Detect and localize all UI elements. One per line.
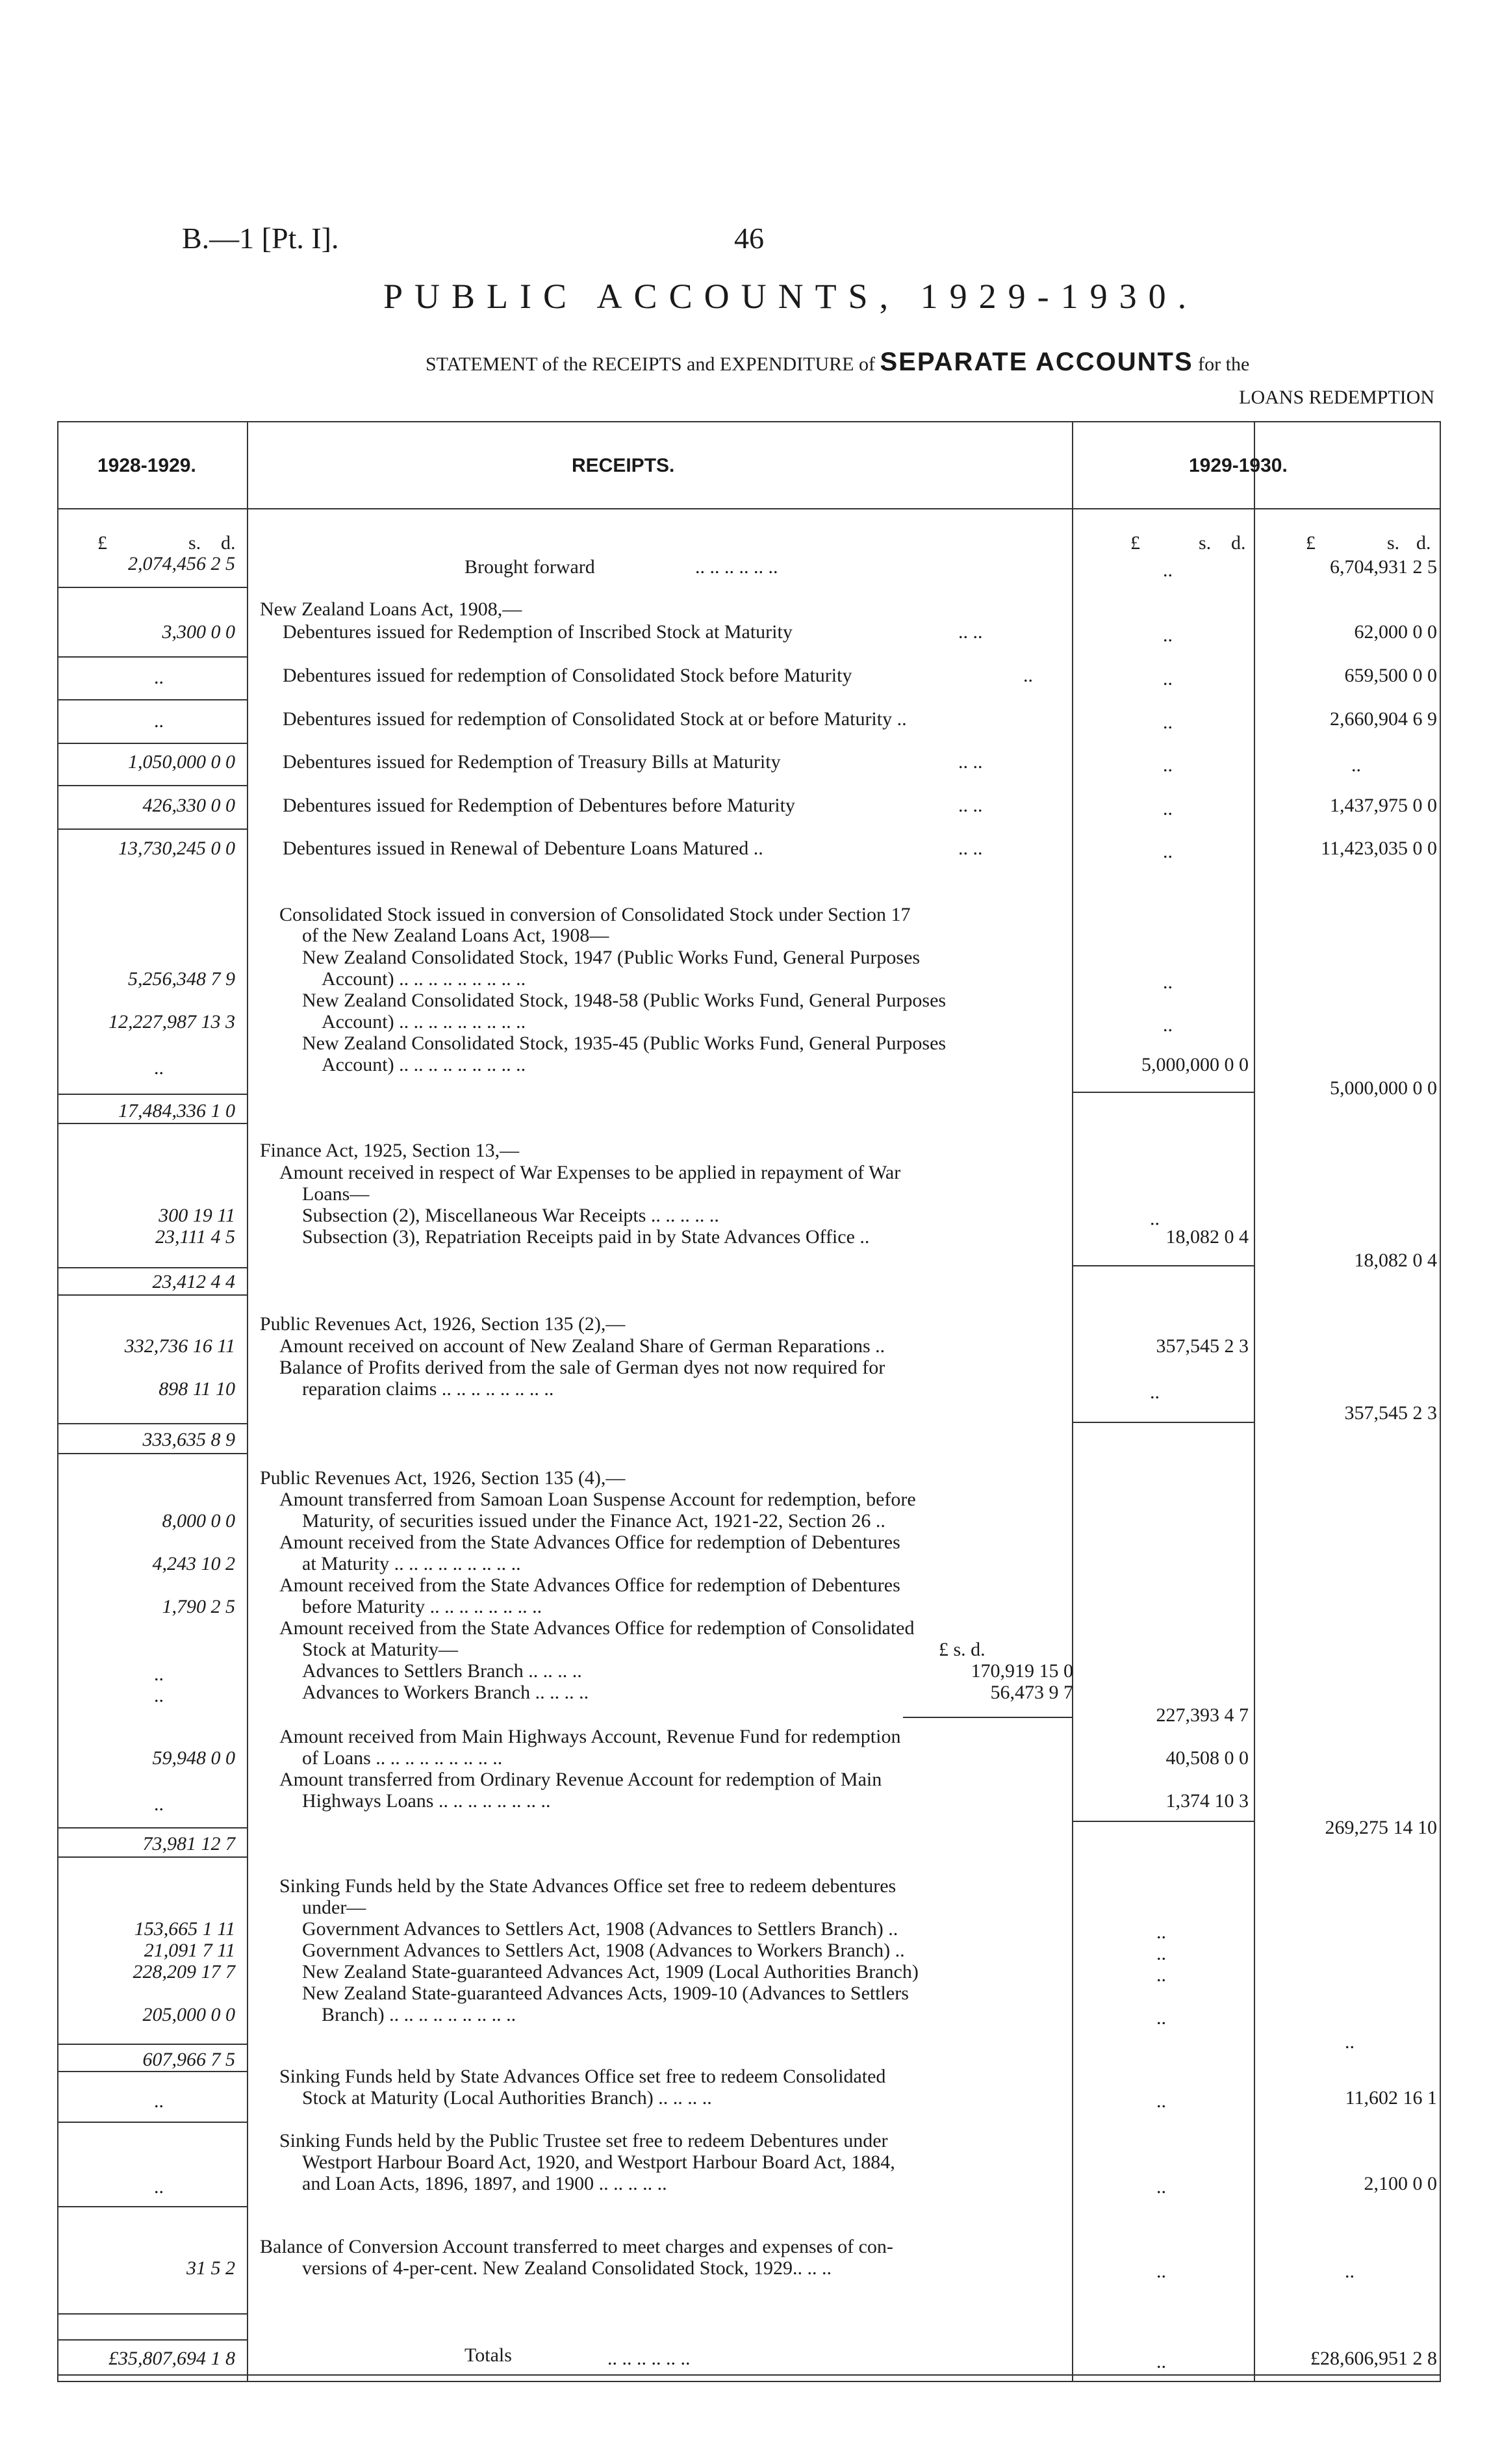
row-label: Advances to Workers Branch .. .. .. ..: [302, 1682, 589, 1703]
prev-value: 205,000 0 0: [142, 2004, 235, 2025]
prev-value: ..: [154, 710, 164, 732]
row-label: of the New Zealand Loans Act, 1908—: [302, 925, 609, 946]
row-label: Amount transferred from Ordinary Revenue Account for redemption of Main: [279, 1769, 882, 1790]
prev-value: 3,300 0 0: [162, 621, 235, 643]
inner-value: 40,508 0 0: [1165, 1747, 1249, 1769]
row-label: Debentures issued for redemption of Consolidated Stock before Maturity: [283, 665, 852, 686]
total-value: 11,423,035 0 0: [1321, 838, 1437, 859]
inner-value: ..: [1156, 1921, 1166, 1943]
total-value: 659,500 0 0: [1344, 665, 1437, 686]
prev-value: 31 5 2: [186, 2257, 235, 2279]
row-label: Amount received on account of New Zealand Share of German Reparations ..: [279, 1335, 885, 1357]
prev-value: 1,050,000 0 0: [128, 751, 235, 773]
row-dots: .. ..: [958, 838, 983, 859]
inner-value: ..: [1163, 971, 1173, 993]
totals-dots: .. .. .. .. .. ..: [607, 2348, 691, 2369]
inner-value: ..: [1150, 1208, 1160, 1229]
totals-label: Totals: [465, 2344, 512, 2366]
subtotal-prev: 73,981 12 7: [142, 1833, 235, 1854]
total-value: 269,275 14 10: [1325, 1817, 1437, 1838]
row-label: under—: [302, 1897, 366, 1918]
row-label: Subsection (2), Miscellaneous War Receipts .. .. .. .. ..: [302, 1205, 719, 1226]
prev-value: 300 19 11: [159, 1205, 235, 1226]
inner-value: ..: [1163, 559, 1173, 581]
total-value: 11,602 16 1: [1345, 2087, 1437, 2109]
row-label: Westport Harbour Board Act, 1920, and Westport Harbour Board Act, 1884,: [302, 2151, 895, 2173]
row-dots: .. ..: [958, 621, 983, 643]
totals-value: £28,606,951 2 8: [1310, 2348, 1437, 2369]
total-value: 2,100 0 0: [1364, 2173, 1437, 2194]
inner-value: ..: [1156, 2261, 1166, 2282]
row-label: Debentures issued for redemption of Consolidated Stock at or before Maturity ..: [283, 708, 907, 730]
sub-value: 170,919 15 0: [971, 1660, 1073, 1682]
total-value: 1,437,975 0 0: [1330, 795, 1437, 816]
total-value: 2,660,904 6 9: [1330, 708, 1437, 730]
section-heading: Public Revenues Act, 1926, Section 135 (2),—: [260, 1313, 626, 1335]
prev-value: ..: [154, 1793, 164, 1815]
row-label: Amount transferred from Samoan Loan Suspense Account for redemption, before: [279, 1489, 916, 1510]
inner-value: ..: [1156, 2007, 1166, 2029]
inner-value: ..: [1163, 841, 1173, 862]
total-value: 62,000 0 0: [1354, 621, 1437, 643]
page-title: PUBLIC ACCOUNTS, 1929-1930.: [383, 277, 1199, 316]
row-label: Balance of Profits derived from the sale of German dyes not now required for: [279, 1357, 885, 1378]
row-label: New Zealand Consolidated Stock, 1947 (Public Works Fund, General Purposes: [302, 947, 921, 968]
prev-value: 5,256,348 7 9: [128, 968, 235, 990]
row-label: New Zealand State-guaranteed Advances Acts, 1909-10 (Advances to Settlers: [302, 1983, 909, 2004]
subtitle-emphasis: SEPARATE ACCOUNTS: [880, 348, 1193, 376]
row-label: Sinking Funds held by the Public Trustee set free to redeem Debentures under: [279, 2130, 888, 2151]
inner-value: ..: [1163, 754, 1173, 776]
prev-value: ..: [154, 2176, 164, 2198]
prev-value: 426,330 0 0: [142, 795, 235, 816]
inner-value: ..: [1156, 1964, 1166, 1986]
row-label: Debentures issued in Renewal of Debenture Loans Matured ..: [283, 838, 763, 859]
inner-value: ..: [1163, 712, 1173, 733]
unit-d-prev: d.: [221, 532, 236, 554]
row-label: Account) .. .. .. .. .. .. .. .. ..: [322, 1054, 526, 1075]
row-label: Stock at Maturity (Local Authorities Branch) .. .. .. ..: [302, 2087, 712, 2109]
row-label: and Loan Acts, 1896, 1897, and 1900 .. .. .. .. ..: [302, 2173, 667, 2194]
row-label: of Loans .. .. .. .. .. .. .. .. ..: [302, 1747, 503, 1769]
inner-value: ..: [1163, 798, 1173, 819]
row-label: Sinking Funds held by State Advances Office set free to redeem Consolidated: [279, 2066, 886, 2087]
prev-value: 59,948 0 0: [152, 1747, 235, 1769]
unit-d-total: d.: [1416, 532, 1431, 554]
inner-value: 1,374 10 3: [1165, 1790, 1249, 1812]
row-label: before Maturity .. .. .. .. .. .. .. ..: [302, 1596, 542, 1617]
row-label: versions of 4-per-cent. New Zealand Consolidated Stock, 1929.. .. ..: [302, 2257, 832, 2279]
page-number: 46: [734, 222, 764, 255]
inner-value: ..: [1150, 1381, 1160, 1403]
section-heading: Public Revenues Act, 1926, Section 135 (4),—: [260, 1467, 626, 1489]
total-value: 18,082 0 4: [1354, 1250, 1437, 1271]
total-value: ..: [1351, 754, 1361, 776]
row-label: Account) .. .. .. .. .. .. .. .. ..: [322, 968, 526, 990]
subtitle-line1: [426, 348, 1249, 377]
total-value: ..: [1345, 2031, 1355, 2053]
row-label: Maturity, of securities issued under the Finance Act, 1921-22, Section 26 ..: [302, 1510, 885, 1532]
inner-value: 357,545 2 3: [1156, 1335, 1249, 1357]
row-label: New Zealand Consolidated Stock, 1948-58 (Public Works Fund, General Purposes: [302, 990, 947, 1011]
total-value: ..: [1345, 2261, 1355, 2282]
sub-units: £ s. d.: [939, 1639, 986, 1660]
row-label: Loans—: [302, 1183, 370, 1205]
column-header-receipts: RECEIPTS.: [572, 455, 675, 476]
subtotal-prev: 17,484,336 1 0: [118, 1100, 235, 1122]
prev-value: 898 11 10: [159, 1378, 235, 1400]
row-label: Amount received from the State Advances Office for redemption of Debentures: [279, 1574, 900, 1596]
row-label: Brought forward: [465, 556, 595, 578]
row-label: Sinking Funds held by the State Advances Office set free to redeem debentures: [279, 1875, 897, 1897]
row-label: Amount received from the State Advances Office for redemption of Debentures: [279, 1532, 900, 1553]
inner-value: ..: [1156, 1943, 1166, 1964]
row-label: Amount received from Main Highways Account, Revenue Fund for redemption: [279, 1726, 901, 1747]
inner-value: ..: [1156, 2176, 1166, 2198]
subtitle-post: for the: [1198, 353, 1250, 375]
row-label: Debentures issued for Redemption of Debentures before Maturity: [283, 795, 795, 816]
unit-pound-inner: £: [1130, 532, 1140, 554]
row-label: Subsection (3), Repatriation Receipts paid in by State Advances Office ..: [302, 1226, 870, 1248]
prev-value: 21,091 7 11: [144, 1940, 235, 1961]
prev-value: ..: [154, 1663, 164, 1685]
prev-value: 13,730,245 0 0: [118, 838, 235, 859]
row-dots: .. ..: [958, 795, 983, 816]
totals-inner: ..: [1156, 2351, 1166, 2372]
row-label: Amount received from the State Advances Office for redemption of Consolidated: [279, 1617, 915, 1639]
inner-value: 18,082 0 4: [1165, 1226, 1249, 1248]
subtotal-prev: 607,966 7 5: [142, 2049, 235, 2070]
row-label: Debentures issued for Redemption of Inscribed Stock at Maturity: [283, 621, 793, 643]
total-value: 5,000,000 0 0: [1330, 1077, 1437, 1099]
row-label: Debentures issued for Redemption of Treasury Bills at Maturity: [283, 751, 781, 773]
unit-s-total: s.: [1387, 532, 1400, 554]
inner-value: ..: [1156, 2090, 1166, 2112]
section-heading: New Zealand Loans Act, 1908,—: [260, 598, 522, 620]
inner-value: 5,000,000 0 0: [1141, 1054, 1249, 1075]
row-label: New Zealand State-guaranteed Advances Act, 1909 (Local Authorities Branch): [302, 1961, 919, 1983]
row-label: at Maturity .. .. .. .. .. .. .. .. ..: [302, 1553, 521, 1574]
total-value: 6,704,931 2 5: [1330, 556, 1437, 578]
row-label: Government Advances to Settlers Act, 1908 (Advances to Workers Branch) ..: [302, 1940, 905, 1961]
subtotal-prev: 333,635 8 9: [142, 1429, 235, 1450]
inner-value: ..: [1163, 668, 1173, 689]
row-label: Government Advances to Settlers Act, 1908 (Advances to Settlers Branch) ..: [302, 1918, 898, 1940]
sub-value: 56,473 9 7: [990, 1682, 1073, 1703]
row-label: Advances to Settlers Branch .. .. .. ..: [302, 1660, 582, 1682]
section-heading: Finance Act, 1925, Section 13,—: [260, 1140, 520, 1161]
subtitle-pre: STATEMENT of the RECEIPTS and EXPENDITURE of: [426, 353, 875, 375]
prev-value: 153,665 1 11: [134, 1918, 235, 1940]
prev-value: ..: [154, 1685, 164, 1706]
prev-value: 228,209 17 7: [133, 1961, 235, 1983]
row-dots: .. .. .. .. .. ..: [695, 556, 778, 578]
row-label: Consolidated Stock issued in conversion of Consolidated Stock under Section 17: [279, 904, 911, 925]
inner-value: ..: [1163, 1014, 1173, 1036]
unit-s-inner: s.: [1199, 532, 1212, 554]
prev-value: 12,227,987 13 3: [108, 1011, 235, 1033]
subtotal-prev: 23,412 4 4: [152, 1271, 235, 1292]
column-header-1928-1929: 1928-1929.: [97, 455, 196, 476]
prev-value: ..: [154, 667, 164, 688]
row-label: Branch) .. .. .. .. .. .. .. .. ..: [322, 2004, 516, 2025]
prev-value: 8,000 0 0: [162, 1510, 235, 1532]
row-label: Stock at Maturity—: [302, 1639, 458, 1660]
unit-s-prev: s.: [188, 532, 201, 554]
inner-value: 227,393 4 7: [1156, 1704, 1249, 1726]
subtitle-line2: LOANS REDEMPTION: [1239, 387, 1434, 408]
prev-value: 1,790 2 5: [162, 1596, 235, 1617]
prev-value: ..: [154, 1057, 164, 1079]
row-dots: .. ..: [958, 751, 983, 773]
inner-value: ..: [1163, 624, 1173, 646]
row-label: Highways Loans .. .. .. .. .. .. .. ..: [302, 1790, 551, 1812]
column-header-1929-1930: 1929-1930.: [1189, 455, 1288, 476]
unit-d-inner: d.: [1231, 532, 1246, 554]
prev-value: 4,243 10 2: [152, 1553, 235, 1574]
row-label: reparation claims .. .. .. .. .. .. .. ..: [302, 1378, 554, 1400]
unit-pound-prev: £: [97, 532, 107, 554]
prev-value: 2,074,456 2 5: [128, 553, 235, 574]
total-value: 357,545 2 3: [1344, 1402, 1437, 1424]
row-label: Amount received in respect of War Expenses to be applied in repayment of War: [279, 1162, 901, 1183]
prev-value: 332,736 16 11: [124, 1335, 235, 1357]
row-label: Balance of Conversion Account transferred to meet charges and expenses of con-: [260, 2236, 893, 2257]
document-reference: B.—1 [Pt. I].: [182, 222, 339, 255]
row-label: Account) .. .. .. .. .. .. .. .. ..: [322, 1011, 526, 1033]
prev-value: ..: [154, 2090, 164, 2112]
unit-pound-total: £: [1306, 532, 1316, 554]
totals-prev: £35,807,694 1 8: [108, 2348, 235, 2369]
row-dots: ..: [1023, 665, 1033, 686]
row-label: New Zealand Consolidated Stock, 1935-45 (Public Works Fund, General Purposes: [302, 1033, 947, 1054]
prev-value: 23,111 4 5: [155, 1226, 235, 1248]
